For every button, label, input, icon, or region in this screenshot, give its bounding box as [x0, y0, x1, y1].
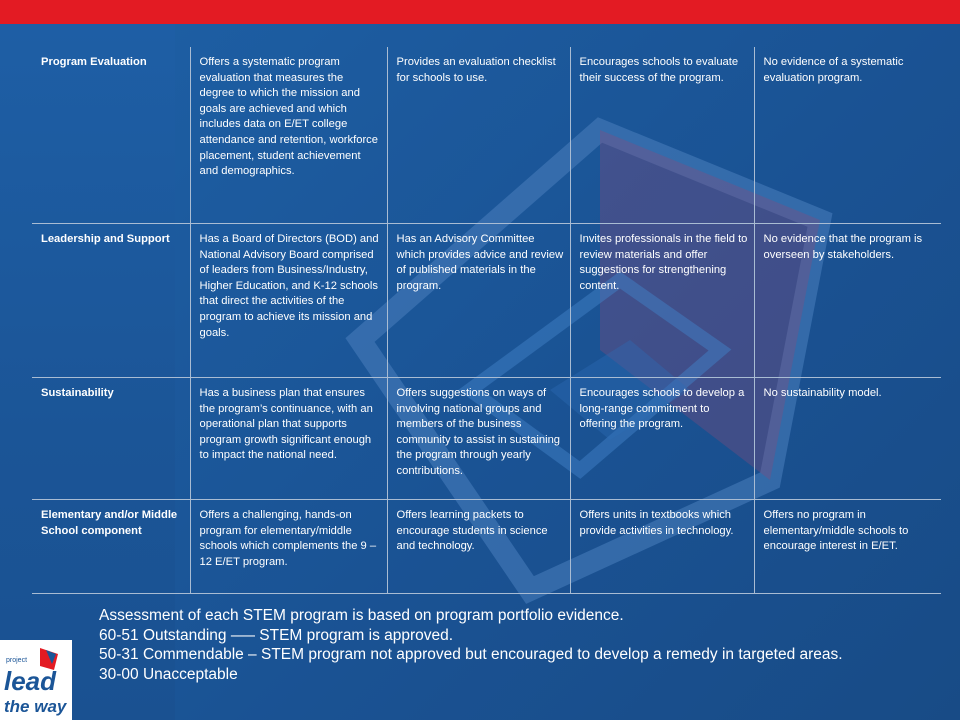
scoring-note-line: 60-51 Outstanding –— STEM program is approved. — [99, 626, 454, 644]
level-cell: No sustainability model. — [754, 378, 941, 500]
logo-word-the-way: the way — [4, 697, 67, 716]
table-row — [32, 500, 941, 594]
level-cell: Offers a systematic program evaluation that measures the degree to which the mission and goals are achieved and which includes data on E/ET college attendance and retention, workforce placement, student achievement and demographics. — [190, 47, 387, 224]
logo-graphic-icon — [0, 640, 72, 720]
level-cell: No evidence of a systematic evaluation program. — [754, 47, 941, 224]
criterion-cell: Program Evaluation — [32, 47, 190, 224]
criterion-cell: Leadership and Support — [32, 224, 190, 378]
logo-word-lead: lead — [4, 666, 57, 696]
scoring-note-line: 50-31 Commendable – STEM program not approved but encouraged to develop a remedy in targeted areas. — [99, 646, 843, 663]
logo-small-text: project — [6, 657, 28, 664]
level-cell: Has an Advisory Committee which provides advice and review of published materials in the program. — [387, 224, 570, 378]
level-cell: Encourages schools to evaluate their success of the program. — [570, 47, 754, 224]
scoring-note-line: 30-00 Unacceptable — [99, 665, 238, 683]
level-cell: Has a business plan that ensures the program’s continuance, with an operational plan that supports program growth significant enough to impact the national need. — [190, 378, 387, 500]
criterion-cell: Sustainability — [32, 378, 190, 500]
level-cell: Encourages schools to develop a long-range commitment to offering the program. — [570, 378, 754, 500]
table-row — [32, 224, 941, 378]
level-cell: Offers units in textbooks which provide activities in technology. — [570, 500, 754, 594]
table-row — [32, 47, 941, 224]
project-lead-the-way-logo — [0, 640, 72, 720]
level-cell: Offers learning packets to encourage students in science and technology. — [387, 500, 570, 594]
level-cell: No evidence that the program is overseen by stakeholders. — [754, 224, 941, 378]
rubric-table — [32, 47, 941, 594]
scoring-notes — [99, 606, 949, 684]
scoring-note-line: Assessment of each STEM program is based on program portfolio evidence. — [99, 607, 624, 624]
level-cell: Provides an evaluation checklist for schools to use. — [387, 47, 570, 224]
table-row — [32, 378, 941, 500]
criterion-cell: Elementary and/or Middle School component — [32, 500, 190, 594]
level-cell: Has a Board of Directors (BOD) and National Advisory Board comprised of leaders from Business/Industry, Higher Education, and K-12 schools that direct the activities of the program to achieve its mission and goals. — [190, 224, 387, 378]
level-cell: Offers suggestions on ways of involving national groups and members of the business community to assist in sustaining the program through yearly contributions. — [387, 378, 570, 500]
top-red-bar — [0, 0, 960, 24]
level-cell: Invites professionals in the field to review materials and offer suggestions for strengthening content. — [570, 224, 754, 378]
level-cell: Offers no program in elementary/middle schools to encourage interest in E/ET. — [754, 500, 941, 594]
level-cell: Offers a challenging, hands-on program for elementary/middle schools which complements the 9 – 12 E/ET program. — [190, 500, 387, 594]
